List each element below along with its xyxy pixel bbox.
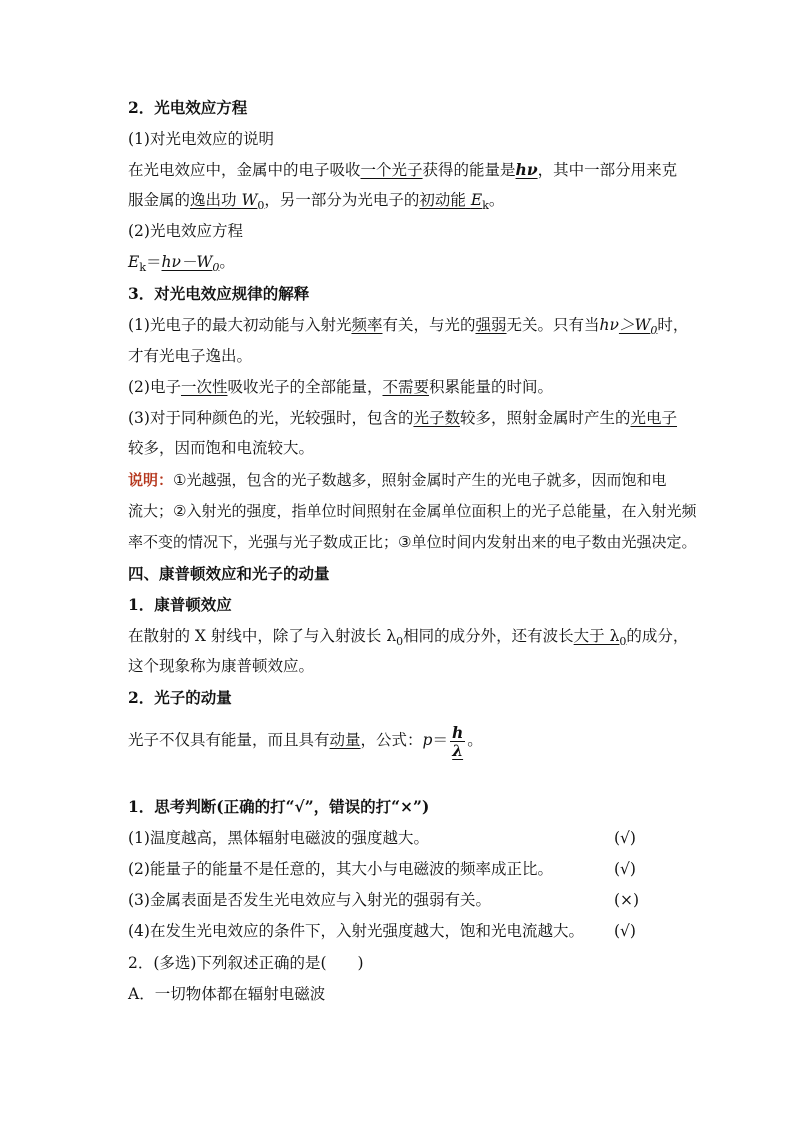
judgement-mark: (√) <box>614 922 636 940</box>
text-run: 在散射的 X 射线中，除了与入射波长 λ <box>128 627 397 645</box>
subscript: 0 <box>396 635 404 649</box>
text-run: (1)光电子的最大初动能与入射光 <box>128 316 352 334</box>
note-label: 说明： <box>128 471 174 489</box>
text-run: (2)电子 <box>128 378 181 396</box>
judgement-item: (3)金属表面是否发生光电效应与入射光的强弱有关。 <box>128 891 491 909</box>
text-run: ，另一部分为光电子的 <box>264 191 420 209</box>
judgement-item: (1)温度越高，黑体辐射电磁波的强度越大。 <box>128 829 429 847</box>
equation <box>128 252 235 278</box>
symbol: E <box>128 253 140 271</box>
subscript: k <box>482 199 489 213</box>
underlined-term <box>419 191 489 213</box>
underlined-term: 一个光子 <box>360 161 423 179</box>
section-title-photoelectric-equation: 2．光电效应方程 <box>128 98 248 117</box>
text-run: 逸出功 <box>190 191 237 209</box>
text-run: 初动能 <box>419 191 466 209</box>
text-run: ①光越强，包含的光子数越多，照射金属时产生的光电子就多，因而饱和电 <box>173 471 667 489</box>
subscript: 0 <box>619 635 627 649</box>
text-run: 有关，与光的 <box>382 316 476 334</box>
judgement-item: (4)在发生光电效应的条件下，入射光强度越大，饱和光电流越大。 <box>128 922 584 940</box>
underlined-term: 光电子 <box>630 409 678 427</box>
text-run: ，公式： <box>360 731 423 749</box>
subsection-title: (2)光电效应方程 <box>128 222 243 240</box>
text-run: 无关。只有当 <box>506 316 600 334</box>
section-title-laws: 3．对光电效应规律的解释 <box>128 284 310 303</box>
subsection-title: 1．康普顿效应 <box>128 595 232 614</box>
paragraph-line <box>128 722 483 759</box>
paragraph-line <box>128 190 504 216</box>
subsection-title: 2．光子的动量 <box>128 688 232 707</box>
text-run: 较多，照射金属时产生的 <box>459 409 631 427</box>
text-run: 服金属的 <box>128 191 191 209</box>
note-line: 率不变的情况下，光强与光子数成正比；③单位时间内发射出来的电子数由光强决定。 <box>128 533 697 551</box>
text-run: 的成分， <box>626 627 689 645</box>
fraction-numerator: h <box>452 722 464 742</box>
subscript: 0 <box>650 324 658 338</box>
text-run: hν－W <box>161 253 213 271</box>
judgement-item: (2)能量子的能量不是任意的，其大小与电磁波的频率成正比。 <box>128 860 553 878</box>
underlined-term: 光子数 <box>413 409 460 427</box>
text-run: 。 <box>488 191 505 209</box>
text-run: 在光电效应中，金属中的电子吸收 <box>128 161 361 179</box>
paragraph-line <box>128 160 677 180</box>
underlined-term: 强弱 <box>475 316 507 334</box>
question-title: 2．(多选)下列叙述正确的是( ) <box>128 954 364 972</box>
text-run: ，其中一部分用来克 <box>537 161 678 179</box>
underlined-term: 频率 <box>351 316 383 334</box>
text-run: 。 <box>467 731 483 749</box>
underlined-term: hν <box>515 160 538 179</box>
paragraph-line <box>128 315 688 341</box>
underlined-term: 不需要 <box>382 378 430 396</box>
text-run: 大于 λ <box>573 627 620 645</box>
text-run: 时， <box>657 316 689 334</box>
symbol: hν <box>599 316 619 334</box>
text-run: 积累能量的时间。 <box>429 378 554 396</box>
symbol: E <box>470 191 483 209</box>
underlined-term <box>190 191 265 213</box>
underlined-term <box>618 316 658 338</box>
subscript: 0 <box>212 261 220 275</box>
symbol: W <box>241 191 258 209</box>
exercise-title: 1．思考判断(正确的打“√”，错误的打“×”) <box>128 797 430 816</box>
symbol: p <box>422 731 433 749</box>
text-run: 光子不仅具有能量，而且具有 <box>128 731 330 749</box>
note-line: 流大；②入射光的强度，指单位时间照射在金属单位面积上的光子总能量，在入射光频 <box>128 502 697 520</box>
fraction-denominator: λ <box>452 740 464 760</box>
note-line <box>128 470 666 490</box>
question-option: A．一切物体都在辐射电磁波 <box>128 985 326 1003</box>
judgement-mark: (×) <box>614 891 640 909</box>
judgement-mark: (√) <box>614 860 636 878</box>
paragraph-line: 这个现象称为康普顿效应。 <box>128 657 315 675</box>
text-run: (3)对于同种颜色的光，光较强时，包含的 <box>128 409 414 427</box>
text-run: ＞W <box>618 316 651 334</box>
text-run: ＝ <box>146 253 162 271</box>
text-run: 。 <box>219 253 235 271</box>
momentum-fraction <box>450 724 465 759</box>
text-run: ＝ <box>432 731 448 749</box>
text-run: 相同的成分外，还有波长 <box>403 627 574 645</box>
underlined-term: 一次性 <box>180 378 228 396</box>
paragraph-line <box>128 377 553 397</box>
text-run: 获得的能量是 <box>422 161 516 179</box>
judgement-mark: (√) <box>614 829 636 847</box>
section-title-compton: 四、康普顿效应和光子的动量 <box>128 564 330 583</box>
underlined-term <box>161 253 220 275</box>
subscript: k <box>139 261 146 275</box>
paragraph-line: 较多，因而饱和电流较大。 <box>128 439 315 457</box>
subsection-title: (1)对光电效应的说明 <box>128 130 274 148</box>
paragraph-line <box>128 408 677 428</box>
paragraph-line <box>128 626 688 652</box>
underlined-term: 动量 <box>329 731 361 749</box>
subscript: 0 <box>257 199 265 213</box>
text-run: 吸收光子的全部能量， <box>227 378 383 396</box>
underlined-term <box>573 627 627 649</box>
paragraph-line: 才有光电子逸出。 <box>128 347 253 365</box>
